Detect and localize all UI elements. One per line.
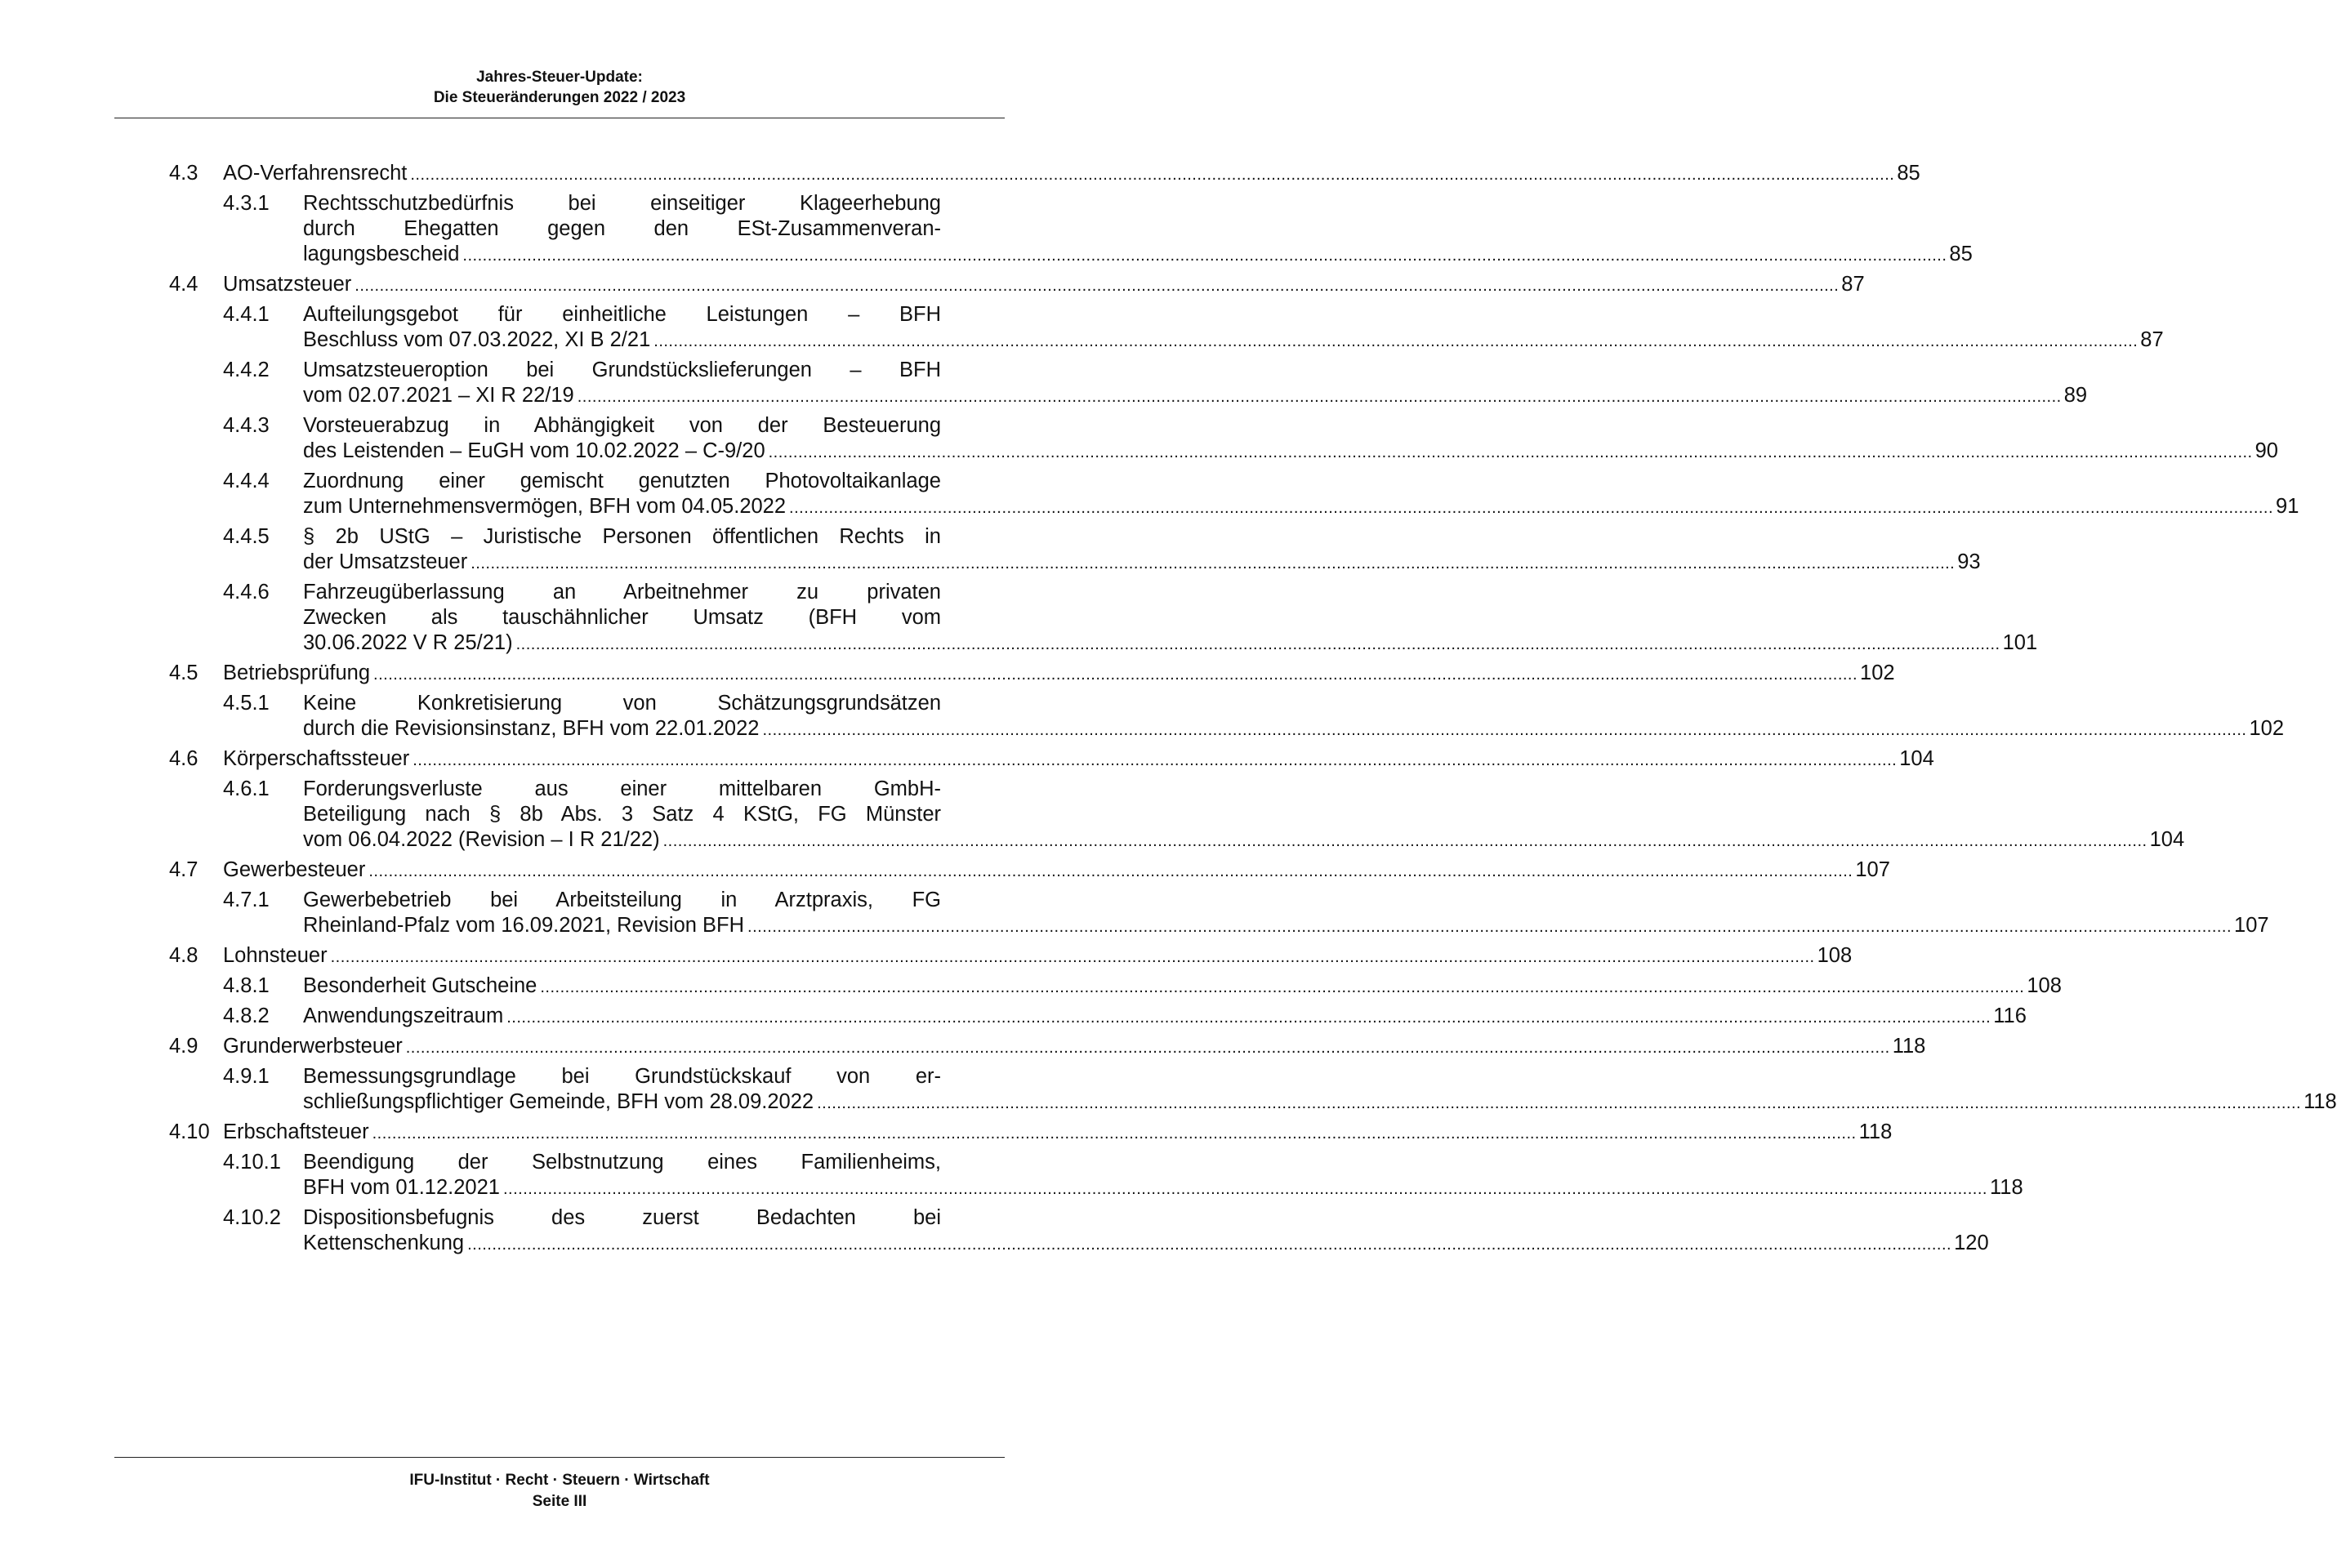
toc-entry-title-line: Kettenschenkung <box>303 1232 465 1254</box>
toc-entry-title-line: BFH vom 01.12.2021 <box>303 1176 500 1199</box>
toc-page-number: 89 <box>2063 384 2088 407</box>
toc-entry-number: 4.4.3 <box>223 414 270 437</box>
toc-page-number: 116 <box>1993 1004 2027 1027</box>
toc-page-number: 107 <box>1855 858 1890 881</box>
toc-page-number: 87 <box>2140 328 2164 351</box>
toc-entry-title-line: Fahrzeugüberlassung an Arbeitnehmer zu privaten <box>303 581 941 604</box>
toc-subsection[interactable] <box>223 302 2164 353</box>
toc-page-number: 118 <box>1892 1035 1926 1058</box>
toc-leader-dots: ............................................................................................................................................................................................................................................................................................................ <box>747 918 2232 936</box>
toc-section[interactable] <box>169 1120 1893 1145</box>
toc-entry-title-line: 30.06.2022 V R 25/21) <box>303 631 513 654</box>
toc-page-number: 101 <box>2002 631 2038 654</box>
toc-leader-dots: ............................................................................................................................................................................................................................................................................................................ <box>768 443 2253 461</box>
toc-entry-title-line: durch Ehegatten gegen den ESt-Zusammenveran- <box>303 217 941 240</box>
toc-entry-title-line: vom 06.04.2022 (Revision – I R 21/22) <box>303 828 660 851</box>
toc-entry-number: 4.8 <box>169 944 198 967</box>
toc-leader-dots: ............................................................................................................................................................................................................................................................................................................ <box>372 1125 1857 1143</box>
toc-subsection[interactable] <box>223 691 2285 742</box>
toc-entry-title-line: Beteiligung nach § 8b Abs. 3 Satz 4 KStG, FG Münster <box>303 803 941 826</box>
toc-page-number: 87 <box>1841 273 1865 296</box>
toc-subsection[interactable] <box>223 888 2269 938</box>
toc-entry-title-line: Rechtsschutzbedürfnis bei einseitiger Klageerhebung <box>303 192 941 215</box>
toc-section[interactable] <box>169 746 1934 772</box>
footer-publisher: IFU-Institut · Recht · Steuern · Wirtschaft <box>409 1472 710 1489</box>
toc-entry-number: 4.8.1 <box>223 974 270 997</box>
footer-divider <box>114 1457 1005 1458</box>
toc-entry-number: 4.9 <box>169 1035 198 1058</box>
toc-entry-title-line: Aufteilungsgebot für einheitliche Leistungen – BFH <box>303 303 941 326</box>
toc-subsection[interactable] <box>223 1004 2027 1029</box>
toc-page-number: 108 <box>1817 944 1853 967</box>
toc-leader-dots: ............................................................................................................................................................................................................................................................................................................ <box>355 277 1840 295</box>
header-subtitle: Die Steueränderungen 2022 / 2023 <box>433 89 686 106</box>
toc-entry-number: 4.10 <box>169 1120 210 1143</box>
toc-page-number: 104 <box>1899 747 1934 770</box>
page-footer <box>114 1470 1005 1512</box>
toc-entry-title-line: zum Unternehmensvermögen, BFH vom 04.05.2022 <box>303 495 787 518</box>
toc-entry-title-line: Beschluss vom 07.03.2022, XI B 2/21 <box>303 328 651 351</box>
toc-entry-number: 4.4.5 <box>223 525 270 548</box>
toc-leader-dots: ............................................................................................................................................................................................................................................................................................................ <box>410 166 1895 184</box>
toc-leader-dots: ............................................................................................................................................................................................................................................................................................................ <box>368 862 1853 880</box>
toc-section[interactable] <box>169 661 1895 686</box>
toc-entry-title-line: Betriebsprüfung <box>223 662 371 684</box>
toc-entry-title-line: Gewerbesteuer <box>223 858 366 881</box>
toc-leader-dots: ............................................................................................................................................................................................................................................................................................................ <box>462 247 1947 265</box>
toc-page-number: 108 <box>2027 974 2062 997</box>
toc-entry-number: 4.5.1 <box>223 692 270 715</box>
toc-entry-title-line: Gewerbebetrieb bei Arbeitsteilung in Arztpraxis, FG <box>303 889 941 911</box>
toc-entry-number: 4.10.1 <box>223 1151 281 1174</box>
toc-leader-dots: ............................................................................................................................................................................................................................................................................................................ <box>540 978 2025 996</box>
toc-leader-dots: ............................................................................................................................................................................................................................................................................................................ <box>817 1094 2302 1112</box>
toc-entry-number: 4.9.1 <box>223 1065 270 1088</box>
toc-section[interactable] <box>169 161 1920 186</box>
toc-entry-number: 4.7 <box>169 858 198 881</box>
toc-entry-number: 4.5 <box>169 662 198 684</box>
toc-leader-dots: ............................................................................................................................................................................................................................................................................................................ <box>330 948 1815 966</box>
toc-entry-title-line: AO-Verfahrensrecht <box>223 162 408 185</box>
toc-entry-title-line: Umsatzsteueroption bei Grundstückslieferungen – BFH <box>303 359 941 381</box>
toc-page-number: 118 <box>1858 1120 1893 1143</box>
toc-entry-title-line: Vorsteuerabzug in Abhängigkeit von der Besteuerung <box>303 414 941 437</box>
toc-page-number: 118 <box>1989 1176 2023 1199</box>
toc-subsection[interactable] <box>223 469 2299 519</box>
toc-entry-title-line: Bemessungsgrundlage bei Grundstückskauf von er- <box>303 1065 941 1088</box>
toc-leader-dots: ............................................................................................................................................................................................................................................................................................................ <box>515 635 2000 653</box>
table-of-contents <box>169 161 2337 1256</box>
toc-entry-title-line: Beendigung der Selbstnutzung eines Familienheims, <box>303 1151 941 1174</box>
toc-page-number: 102 <box>2249 717 2285 740</box>
toc-entry-number: 4.4.1 <box>223 303 270 326</box>
toc-section[interactable] <box>169 858 1890 883</box>
toc-leader-dots: ............................................................................................................................................................................................................................................................................................................ <box>405 1039 1890 1057</box>
toc-subsection[interactable] <box>223 1150 2023 1200</box>
toc-subsection[interactable] <box>223 524 1981 575</box>
toc-entry-title-line: Lohnsteuer <box>223 944 328 967</box>
toc-subsection[interactable] <box>223 1064 2337 1115</box>
toc-entry-title-line: lagungsbescheid <box>303 243 460 265</box>
toc-subsection[interactable] <box>223 973 2062 999</box>
toc-subsection[interactable] <box>223 580 2038 656</box>
toc-page-number: 118 <box>2304 1090 2337 1113</box>
toc-entry-title-line: § 2b UStG – Juristische Personen öffentlichen Rechts in <box>303 525 941 548</box>
toc-entry-title-line: des Leistenden – EuGH vom 10.02.2022 – C-9/20 <box>303 439 765 462</box>
toc-leader-dots: ............................................................................................................................................................................................................................................................................................................ <box>467 1236 1952 1254</box>
toc-subsection[interactable] <box>223 413 2278 464</box>
toc-leader-dots: ............................................................................................................................................................................................................................................................................................................ <box>413 751 1898 769</box>
footer-page-number: Seite III <box>532 1493 587 1510</box>
toc-page-number: 93 <box>1957 550 1981 573</box>
toc-entry-title-line: Umsatzsteuer <box>223 273 352 296</box>
toc-entry-number: 4.3.1 <box>223 192 270 215</box>
toc-entry-title-line: Anwendungszeitraum <box>303 1004 504 1027</box>
toc-leader-dots: ............................................................................................................................................................................................................................................................................................................ <box>662 832 2147 850</box>
toc-entry-number: 4.7.1 <box>223 889 270 911</box>
toc-subsection[interactable] <box>223 358 2088 408</box>
toc-entry-number: 4.6.1 <box>223 777 270 800</box>
toc-section[interactable] <box>169 943 1853 969</box>
toc-entry-title-line: Forderungsverluste aus einer mittelbaren GmbH- <box>303 777 941 800</box>
toc-entry-title-line: Zuordnung einer gemischt genutzten Photovoltaikanlage <box>303 470 941 492</box>
toc-entry-title-line: Keine Konkretisierung von Schätzungsgrundsätzen <box>303 692 941 715</box>
toc-page-number: 91 <box>2276 495 2299 518</box>
toc-page-number: 107 <box>2234 914 2269 937</box>
toc-page-number: 85 <box>1949 243 1973 265</box>
toc-subsection[interactable] <box>223 191 1973 267</box>
toc-leader-dots: ............................................................................................................................................................................................................................................................................................................ <box>762 721 2247 739</box>
toc-entry-number: 4.4.4 <box>223 470 270 492</box>
toc-entry-title-line: Körperschaftssteuer <box>223 747 410 770</box>
toc-subsection[interactable] <box>223 777 2185 853</box>
toc-subsection[interactable] <box>223 1205 1989 1256</box>
header-title: Jahres-Steuer-Update: <box>476 69 643 86</box>
toc-entry-title-line: Dispositionsbefugnis des zuerst Bedachten bei <box>303 1206 941 1229</box>
toc-leader-dots: ............................................................................................................................................................................................................................................................................................................ <box>373 666 1858 684</box>
toc-leader-dots: ............................................................................................................................................................................................................................................................................................................ <box>471 555 1956 572</box>
toc-leader-dots: ............................................................................................................................................................................................................................................................................................................ <box>789 499 2274 517</box>
toc-entry-title-line: der Umsatzsteuer <box>303 550 468 573</box>
toc-entry-number: 4.10.2 <box>223 1206 281 1229</box>
toc-section[interactable] <box>169 1034 1926 1059</box>
toc-page-number: 120 <box>1954 1232 1989 1254</box>
toc-page-number: 85 <box>1897 162 1920 185</box>
toc-entry-title-line: Grunderwerbsteuer <box>223 1035 403 1058</box>
toc-leader-dots: ............................................................................................................................................................................................................................................................................................................ <box>577 388 2062 406</box>
toc-entry-number: 4.6 <box>169 747 198 770</box>
toc-entry-title-line: schließungspflichtiger Gemeinde, BFH vom 28.09.2022 <box>303 1090 814 1113</box>
toc-entry-number: 4.4.2 <box>223 359 270 381</box>
toc-entry-title-line: vom 02.07.2021 – XI R 22/19 <box>303 384 574 407</box>
toc-leader-dots: ............................................................................................................................................................................................................................................................................................................ <box>502 1180 1987 1198</box>
toc-entry-number: 4.4 <box>169 273 198 296</box>
toc-entry-title-line: Zwecken als tauschähnlicher Umsatz (BFH vom <box>303 606 941 629</box>
toc-leader-dots: ............................................................................................................................................................................................................................................................................................................ <box>653 332 2139 350</box>
toc-entry-title-line: Besonderheit Gutscheine <box>303 974 537 997</box>
toc-entry-number: 4.4.6 <box>223 581 270 604</box>
toc-entry-number: 4.8.2 <box>223 1004 270 1027</box>
toc-page-number: 102 <box>1860 662 1895 684</box>
toc-page-number: 90 <box>2254 439 2278 462</box>
toc-entry-title-line: Erbschaftsteuer <box>223 1120 369 1143</box>
page-header <box>114 67 1005 108</box>
toc-entry-title-line: durch die Revisionsinstanz, BFH vom 22.01.2022 <box>303 717 760 740</box>
toc-entry-title-line: Rheinland-Pfalz vom 16.09.2021, Revision BFH <box>303 914 745 937</box>
toc-leader-dots: ............................................................................................................................................................................................................................................................................................................ <box>506 1009 1991 1027</box>
toc-section[interactable] <box>169 272 1865 297</box>
toc-entry-number: 4.3 <box>169 162 198 185</box>
toc-page-number: 104 <box>2149 828 2185 851</box>
